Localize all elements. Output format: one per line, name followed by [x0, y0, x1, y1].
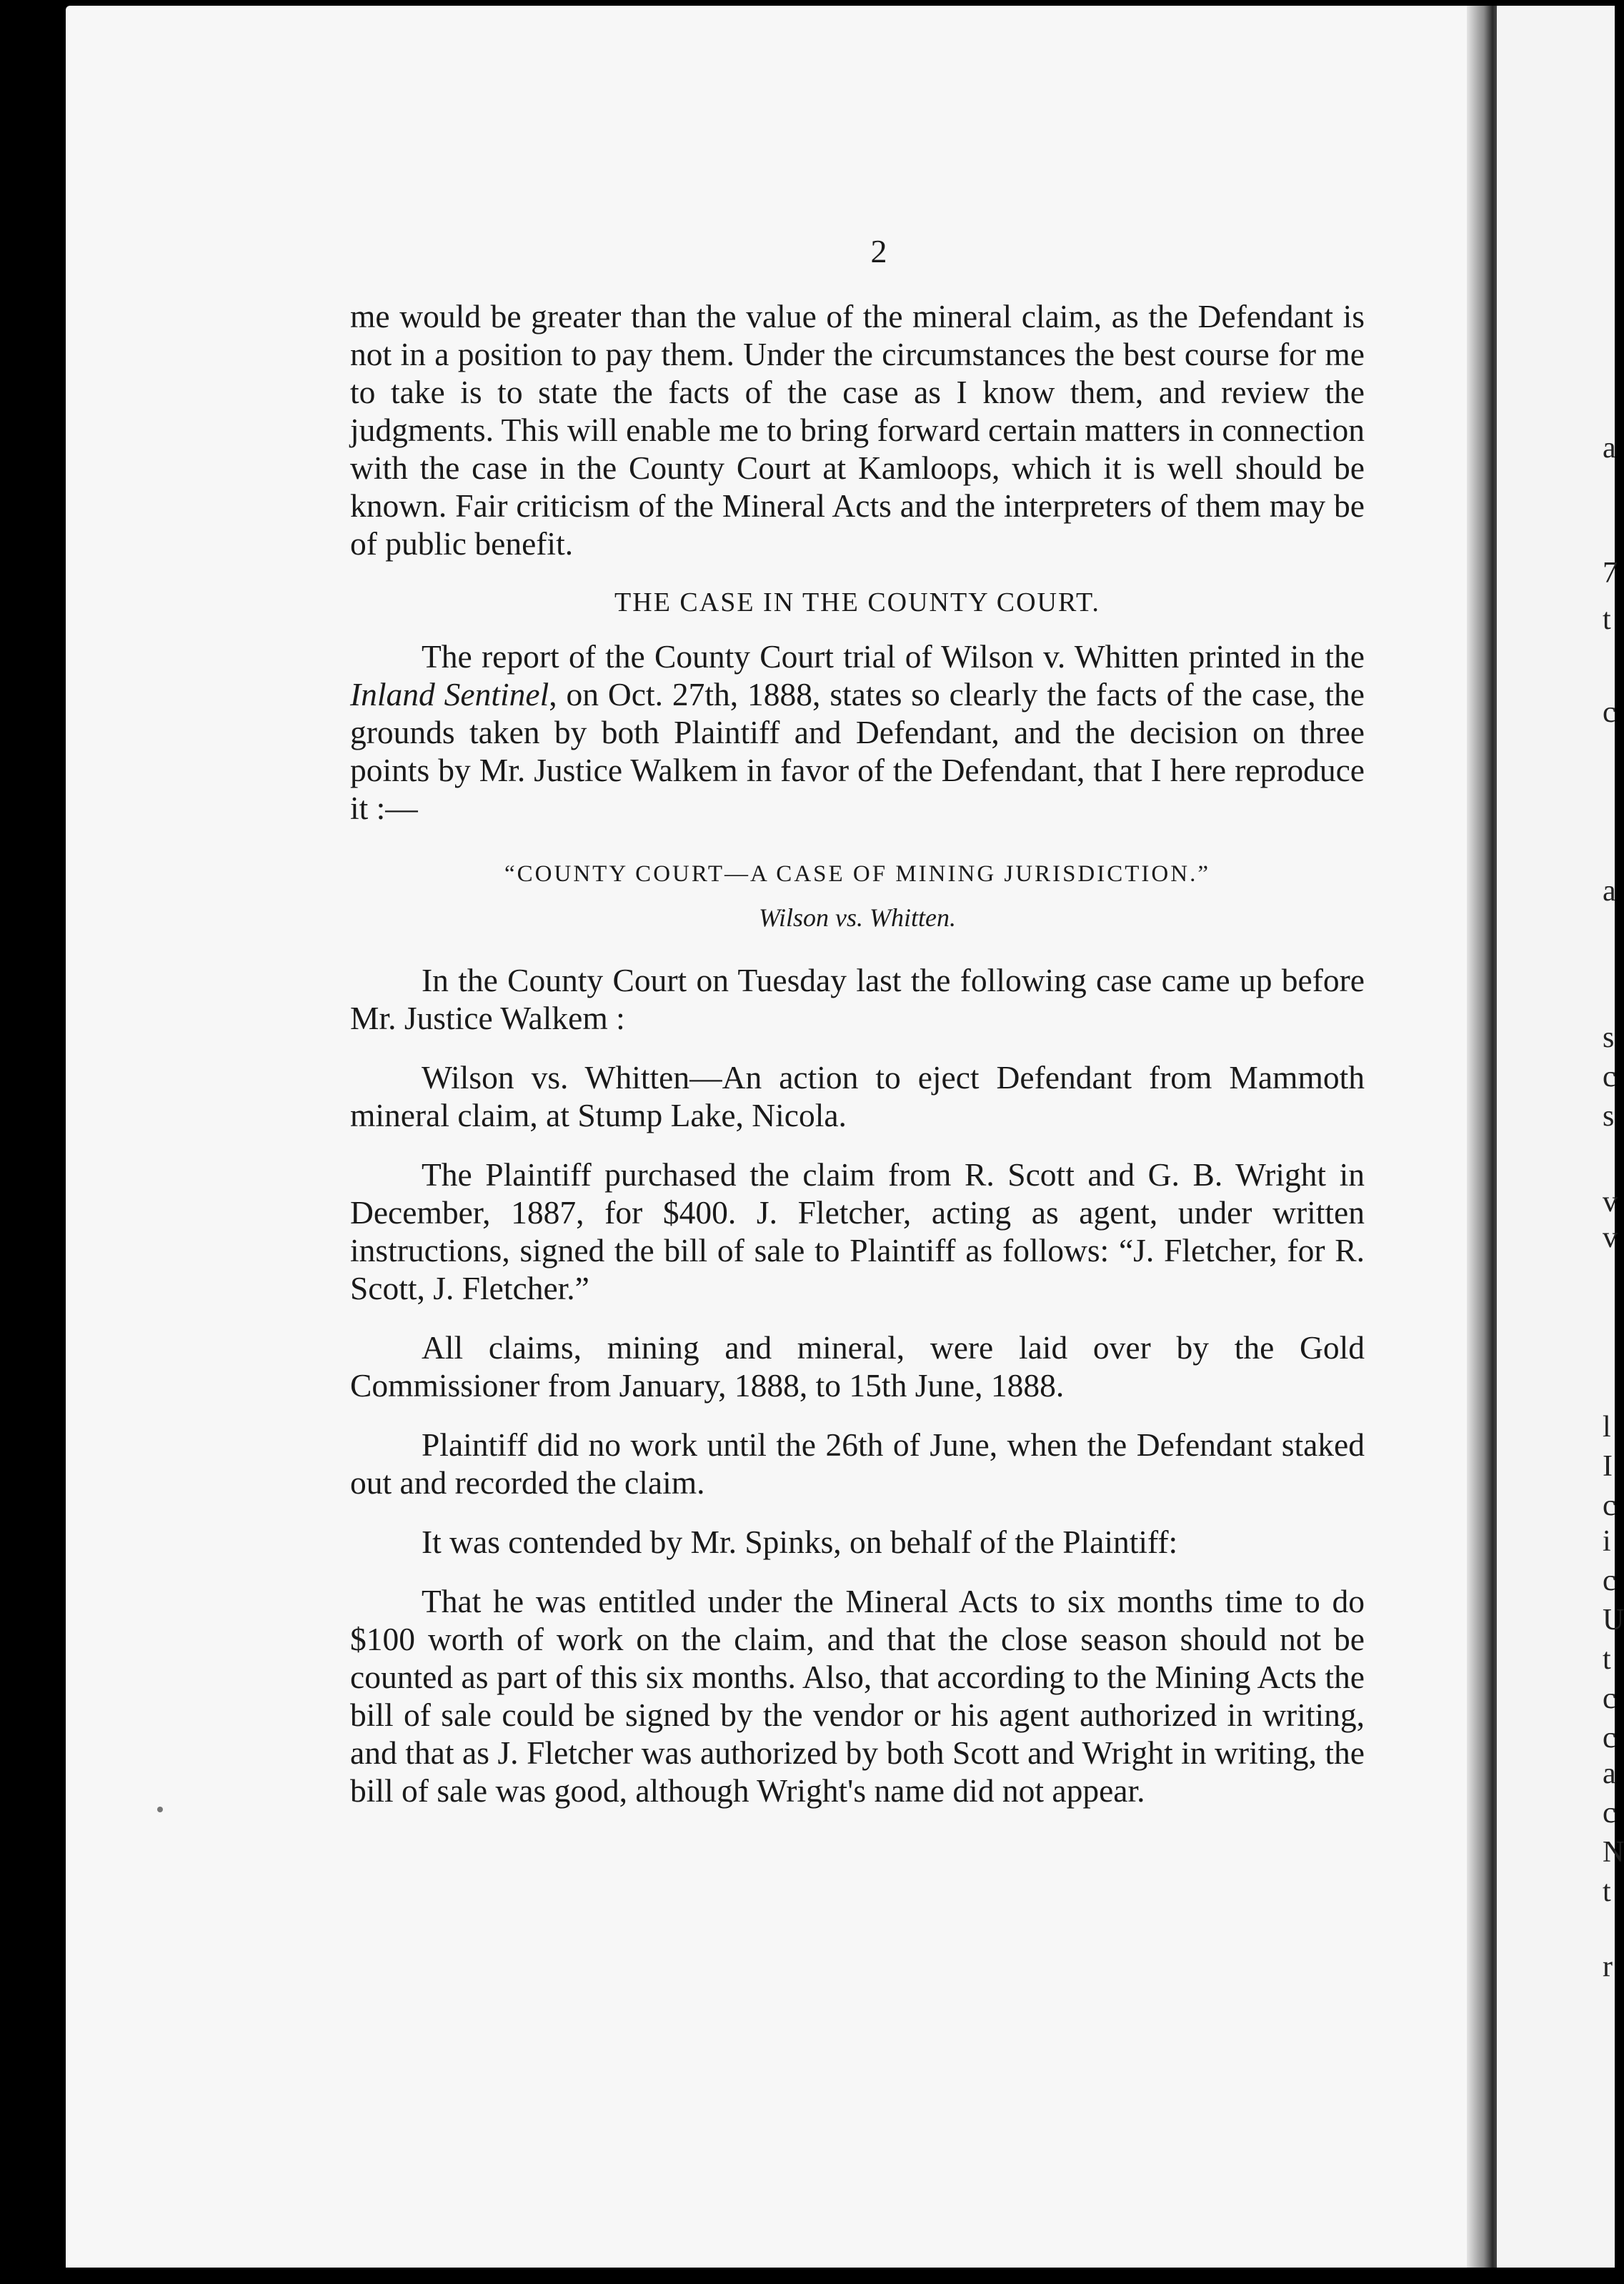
adjacent-page-fragment: c — [1603, 1489, 1616, 1522]
adjacent-page-fragment: c — [1603, 1682, 1616, 1715]
adjacent-page-fragment: t — [1603, 603, 1611, 636]
adjacent-page-fragment: c — [1603, 1797, 1616, 1829]
body-paragraph: Plaintiff did no work until the 26th of June, when the Defendant staked out and recorded the claim. — [350, 1426, 1365, 1501]
intro-paragraph: me would be greater than the value of the mineral claim, as the Defendant is not in a position to pay them. Under the circumstances the best course for me to take is to state the facts of the case as I know them, and review the judgments. This will enable me to bring forward certain matters in connection with the case in the County Court at Kamloops, which it is well should be known. Fair criticism of the Mineral Acts and the interpreters of them may be of public benefit. — [350, 298, 1365, 562]
body-paragraph: All claims, mining and mineral, were laid over by the Gold Commissioner from January, 1888, to 15th June, 1888. — [350, 1329, 1365, 1404]
adjacent-page — [1497, 6, 1624, 2268]
adjacent-page-fragment: t — [1603, 1643, 1611, 1676]
body-paragraph: Wilson vs. Whitten—An action to eject Defendant from Mammoth mineral claim, at Stump Lake, Nicola. — [350, 1059, 1365, 1133]
adjacent-page-fragment: a — [1603, 432, 1616, 465]
adjacent-page-fragment: v — [1603, 1186, 1618, 1218]
body-paragraph: In the County Court on Tuesday last the following case came up before Mr. Justice Walkem : — [350, 962, 1365, 1036]
adjacent-page-fragment: c — [1603, 1564, 1616, 1597]
page-content — [350, 232, 1365, 1809]
body-paragraph: The Plaintiff purchased the claim from R. Scott and G. B. Wright in December, 1887, for $400. J. Fletcher, acting as agent, under written instructions, signed the bill of sale to Plaintiff as follows: “J. Fletcher, for R. Scott, J. Fletcher.” — [350, 1156, 1365, 1306]
report-text-before: The report of the County Court trial of Wilson v. Whitten printed in the — [422, 638, 1365, 675]
report-paragraph — [350, 637, 1365, 827]
adjacent-page-fragment: l — [1603, 1411, 1611, 1444]
page-number: 2 — [870, 233, 887, 269]
adjacent-page-fragment: i — [1603, 1525, 1611, 1558]
body-paragraph: That he was entitled under the Mineral Acts to six months time to do $100 worth of work on the claim, and that the close season should not be counted as part of this six months. Also, that according to the Mining Acts the bill of sale could be signed by the vendor or his agent authorized in writing, and that as J. Fletcher was authorized by both Scott and Wright in writing, the bill of sale was good, although Wright's name did not appear. — [350, 1583, 1365, 1809]
adjacent-page-fragment: s — [1603, 1021, 1615, 1054]
adjacent-page-fragment: 7 — [1603, 557, 1618, 590]
adjacent-page-fragment: a — [1603, 1757, 1616, 1790]
quote-title: “COUNTY COURT—A CASE OF MINING JURISDICTION.” — [504, 861, 1210, 887]
adjacent-page-fragment: s — [1603, 1100, 1615, 1133]
adjacent-page-fragment: t — [1603, 1875, 1611, 1908]
quote-subtitle: Wilson vs. Whitten. — [759, 903, 956, 932]
adjacent-page-fragment: v — [1603, 1221, 1618, 1254]
adjacent-page-fragment: c — [1603, 696, 1616, 729]
newspaper-name: Inland Sentinel — [350, 676, 549, 712]
adjacent-page-fragment: I — [1603, 1450, 1613, 1483]
adjacent-page-fragment: r — [1603, 1950, 1613, 1983]
section-heading: THE CASE IN THE COUNTY COURT. — [614, 587, 1100, 617]
adjacent-page-fragment: a — [1603, 875, 1616, 908]
adjacent-page-fragment: U — [1603, 1604, 1624, 1637]
report-text-after: , on Oct. 27th, 1888, states so clearly the facts of the case, the grounds taken by both Plaintiff and Defendant, and the decision on three points by Mr. Justice Walkem in favor of the Defendant, that I here reproduce it :— — [350, 676, 1365, 826]
adjacent-page-fragment: c — [1603, 1061, 1616, 1093]
adjacent-page-fragment: c — [1603, 1722, 1616, 1754]
adjacent-page-fragment: N — [1603, 1836, 1624, 1869]
body-paragraph: It was contended by Mr. Spinks, on behalf of the Plaintiff: — [422, 1524, 1178, 1560]
print-speck — [157, 1807, 163, 1812]
